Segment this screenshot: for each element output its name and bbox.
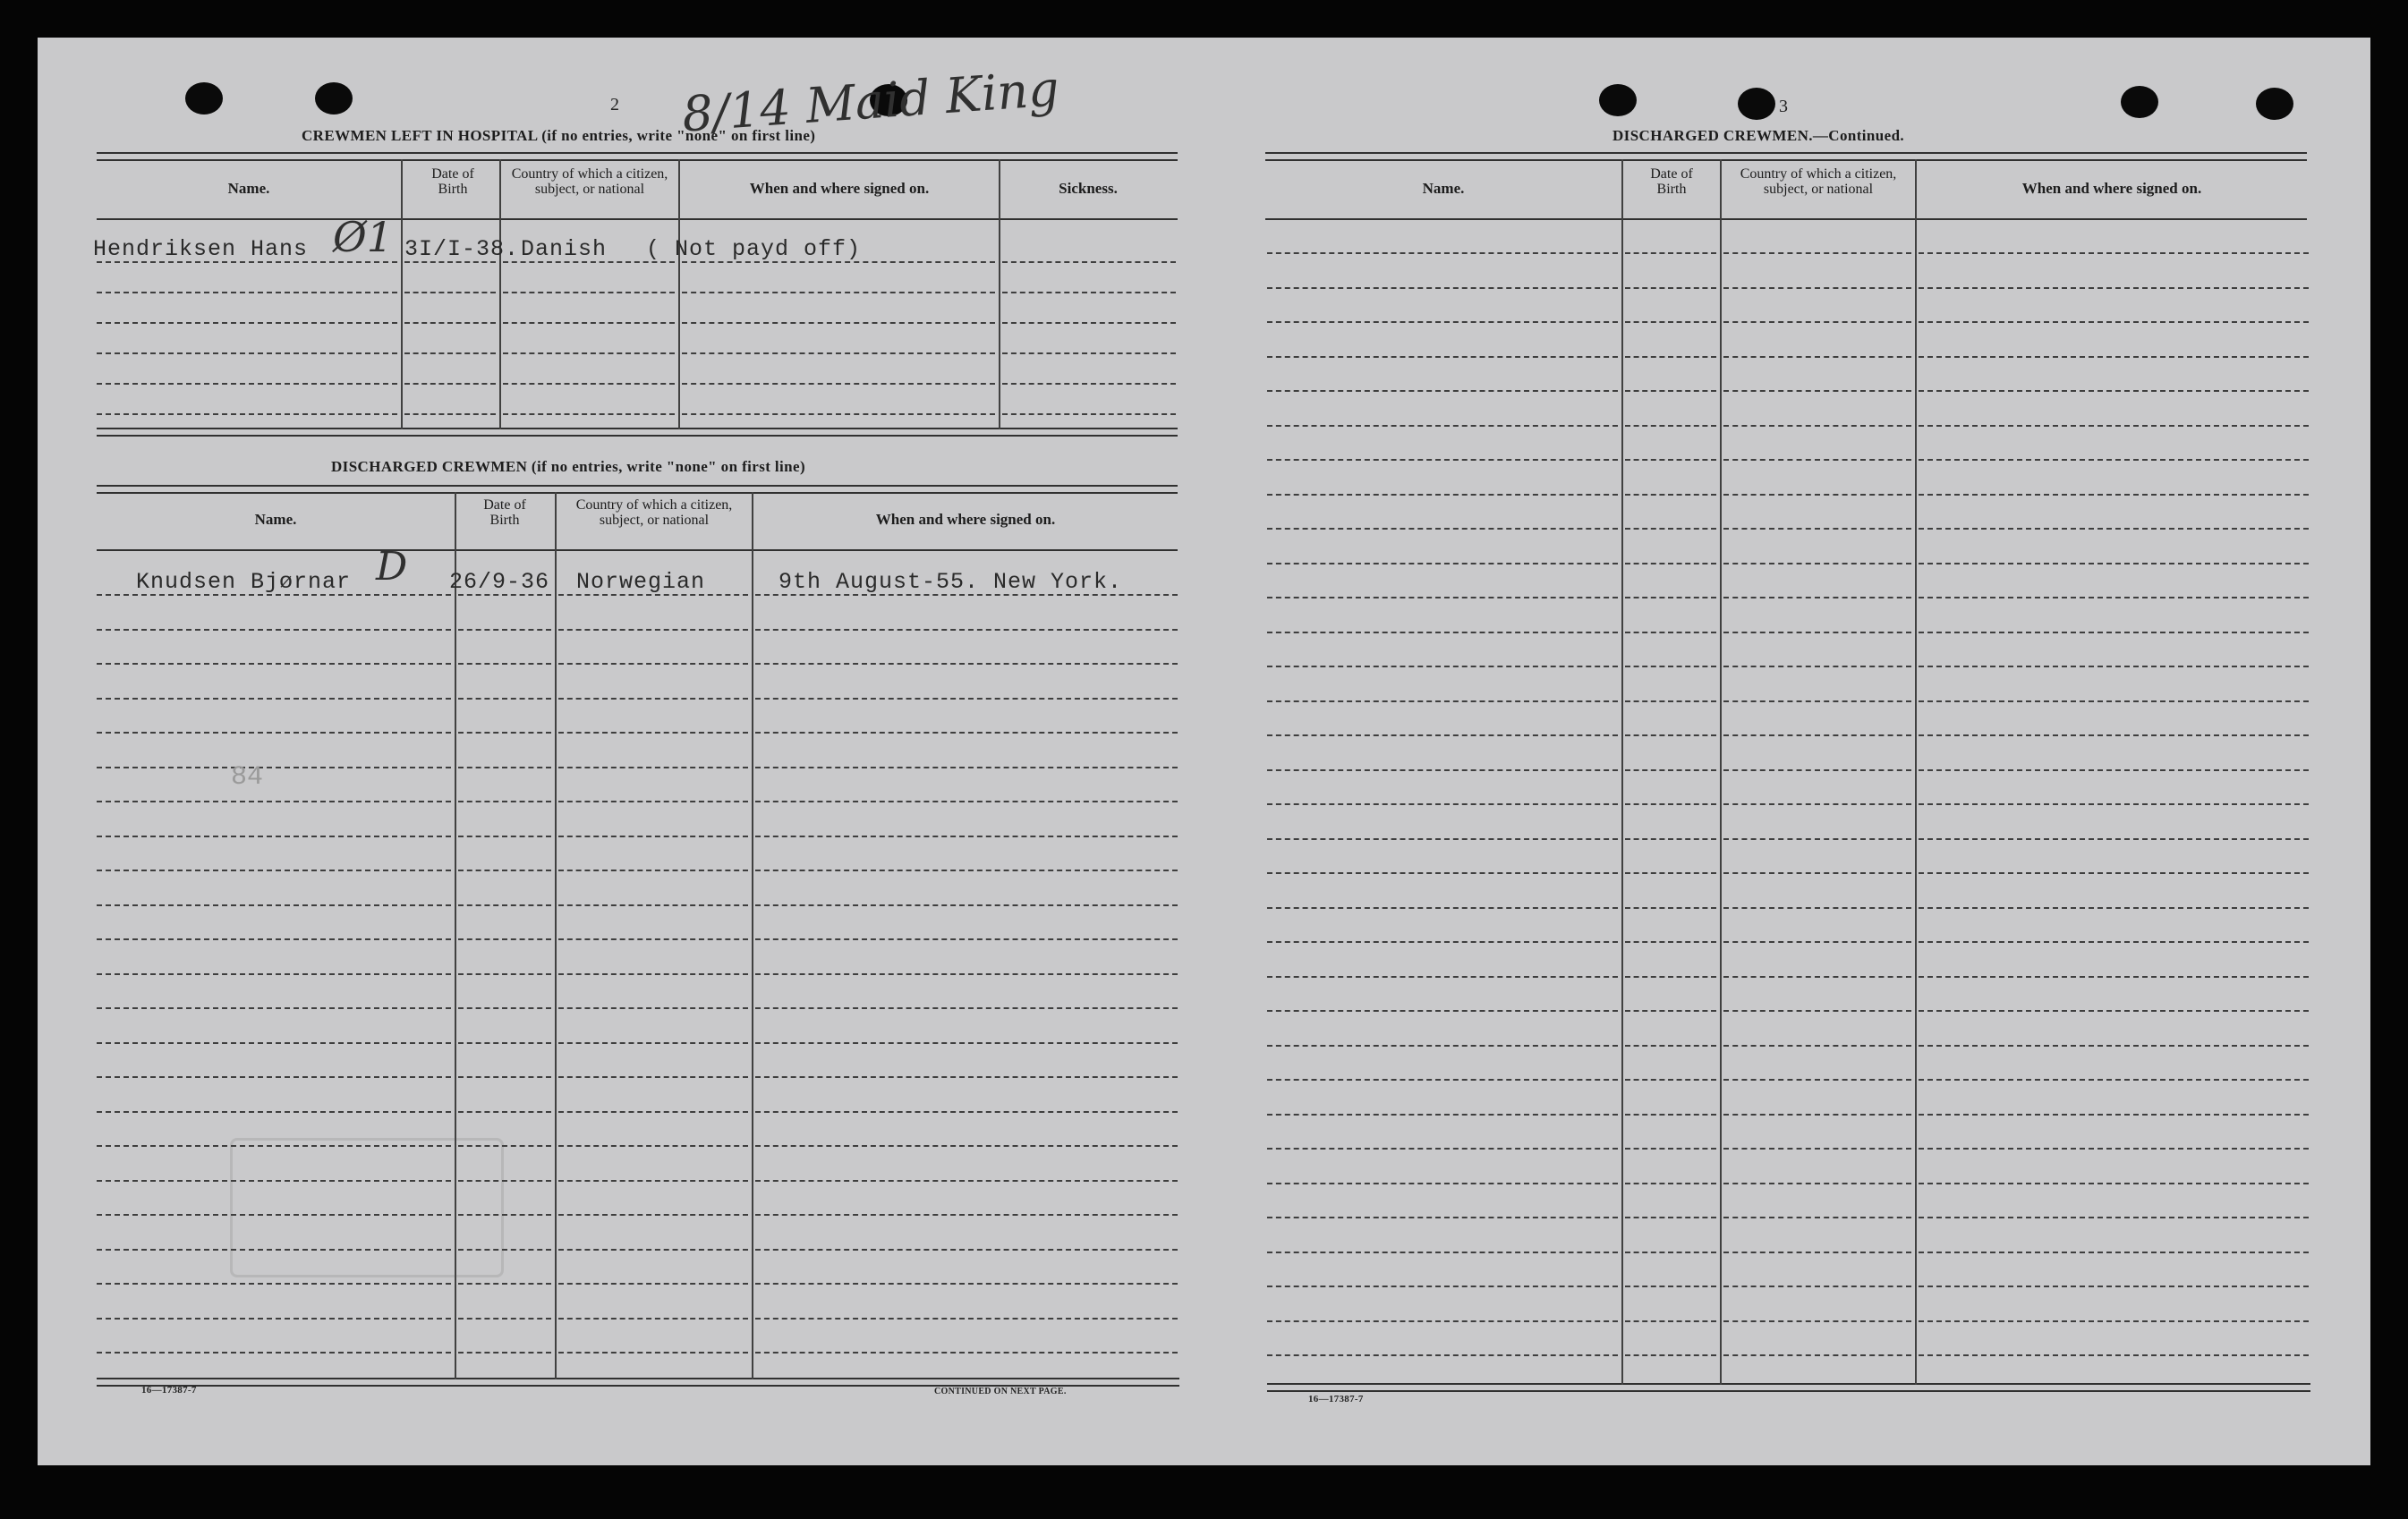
faded-stamp (230, 1138, 504, 1277)
ruled-line (97, 1007, 451, 1009)
ruled-line (1267, 734, 1618, 736)
ruled-line (1919, 632, 2309, 633)
ruled-line (458, 973, 551, 975)
ruled-line (1723, 494, 1911, 496)
ruled-line (755, 1042, 1178, 1044)
ruled-line (1267, 1183, 1618, 1184)
ruled-line (97, 383, 397, 385)
ruled-line (1919, 252, 2309, 254)
ruled-line (558, 1352, 748, 1354)
ruled-line (1723, 803, 1911, 805)
ruled-line (97, 938, 451, 940)
ruled-line (1919, 528, 2309, 530)
ruled-line (1723, 1320, 1911, 1322)
right-col-divider (1720, 159, 1722, 1385)
ruled-line (1267, 252, 1618, 254)
ruled-line (1919, 1148, 2309, 1150)
ruled-line (558, 904, 748, 906)
ruled-line (558, 1145, 748, 1147)
hospital-col-divider (499, 159, 501, 429)
discharged-col-divider (555, 492, 557, 1379)
hospital-header-rule (97, 218, 1178, 220)
hospital-header-country: Country of which a citizen, subject, or national (511, 166, 668, 197)
hospital-entry-signed: ( Not payd off) (646, 236, 862, 262)
ruled-line (1625, 632, 1716, 633)
punch-hole (1738, 88, 1775, 120)
ruled-line (1723, 907, 1911, 909)
hospital-col-divider (999, 159, 1000, 429)
ruled-line (1267, 528, 1618, 530)
ruled-line (1625, 1183, 1716, 1184)
ruled-line (1919, 734, 2309, 736)
hospital-header-signed: When and where signed on. (749, 180, 930, 197)
hospital-section-title: CREWMEN LEFT IN HOSPITAL (if no entries, write "none" on first line) (302, 127, 816, 144)
ruled-line (458, 870, 551, 871)
ruled-line (1723, 769, 1911, 771)
ruled-line (1723, 425, 1911, 427)
ruled-line (1267, 1148, 1618, 1150)
hospital-header-sickness: Sickness. (1059, 180, 1118, 197)
ruled-line (1723, 1045, 1911, 1047)
right-section-title: DISCHARGED CREWMEN.—Continued. (1612, 127, 1905, 144)
ruled-line (503, 292, 675, 293)
ruled-line (1919, 700, 2309, 702)
ruled-line (458, 904, 551, 906)
ruled-line (1919, 1079, 2309, 1081)
discharged-col-divider (752, 492, 753, 1379)
ruled-line (97, 1283, 451, 1285)
ruled-line (682, 413, 995, 415)
ruled-line (1919, 287, 2309, 289)
hospital-col-divider (401, 159, 403, 429)
ruled-line (1723, 1286, 1911, 1287)
ruled-line (558, 663, 748, 665)
ruled-line (1625, 1010, 1716, 1012)
ruled-line (1002, 352, 1176, 354)
ruled-line (558, 698, 748, 700)
ruled-line (558, 1283, 748, 1285)
ruled-line (755, 801, 1178, 802)
punch-hole (185, 82, 223, 115)
ruled-line (1267, 1045, 1618, 1047)
ruled-line (558, 1076, 748, 1078)
ruled-line (1919, 1183, 2309, 1184)
ruled-line (1625, 597, 1716, 598)
ruled-line (1723, 528, 1911, 530)
punch-hole (2256, 88, 2293, 120)
ruled-line (1267, 597, 1618, 598)
right-header-country: Country of which a citizen, subject, or national (1740, 166, 1897, 197)
ruled-line (97, 322, 397, 324)
ruled-line (1267, 941, 1618, 943)
ruled-line (755, 663, 1178, 665)
ruled-line (97, 629, 451, 631)
ruled-line (458, 1283, 551, 1285)
ruled-line (1625, 1217, 1716, 1218)
ruled-line (1625, 1286, 1716, 1287)
ruled-line (458, 767, 551, 768)
ruled-line (1723, 734, 1911, 736)
ruled-line (1267, 838, 1618, 840)
ruled-line (1919, 838, 2309, 840)
ruled-line (1625, 425, 1716, 427)
ruled-line (1919, 1354, 2309, 1356)
ruled-line (755, 938, 1178, 940)
ruled-line (558, 1180, 748, 1182)
ruled-line (1919, 1114, 2309, 1116)
ruled-line (503, 322, 675, 324)
ruled-line (503, 383, 675, 385)
ruled-line (1919, 769, 2309, 771)
ruled-line (1919, 872, 2309, 874)
ruled-line (97, 1042, 451, 1044)
ruled-line (1723, 1148, 1911, 1150)
ruled-line (1919, 425, 2309, 427)
page-number: 3 (1779, 97, 1788, 116)
ruled-line (1723, 287, 1911, 289)
ruled-line (1267, 907, 1618, 909)
ruled-line (1267, 700, 1618, 702)
ruled-line (755, 870, 1178, 871)
ruled-line (1723, 941, 1911, 943)
ruled-line (1267, 494, 1618, 496)
hospital-header-date: Date of Birth (431, 166, 474, 197)
ruled-line (1267, 459, 1618, 461)
ruled-line (1723, 1010, 1911, 1012)
ruled-line (1919, 563, 2309, 564)
ruled-line (97, 1111, 451, 1113)
hospital-entry-date: 3I/I-38. (404, 236, 520, 262)
ruled-line (1723, 872, 1911, 874)
ruled-line (1625, 1079, 1716, 1081)
ruled-line (1267, 1114, 1618, 1116)
ruled-line (1919, 1252, 2309, 1253)
ruled-line (1625, 1252, 1716, 1253)
ruled-line (1625, 666, 1716, 667)
ruled-line (1267, 1217, 1618, 1218)
ruled-line (755, 1145, 1178, 1147)
ruled-line (1267, 1252, 1618, 1253)
ruled-line (503, 352, 675, 354)
ruled-line (1723, 252, 1911, 254)
ruled-line (1267, 1354, 1618, 1356)
ruled-line (97, 698, 451, 700)
ruled-line (682, 292, 995, 293)
ruled-line (97, 1352, 451, 1354)
ruled-line (1723, 838, 1911, 840)
discharged-header-name: Name. (254, 511, 297, 528)
form-number-left: 16—17387-7 (141, 1385, 197, 1396)
ruled-line (1723, 1354, 1911, 1356)
ruled-line (1919, 803, 2309, 805)
ruled-line (1267, 390, 1618, 392)
ruled-line (503, 413, 675, 415)
ruled-line (755, 1180, 1178, 1182)
ruled-line (558, 973, 748, 975)
punch-hole (1599, 84, 1637, 116)
ruled-line (1625, 734, 1716, 736)
ruled-line (1267, 563, 1618, 564)
ruled-line (1625, 872, 1716, 874)
ruled-line (1002, 413, 1176, 415)
ruled-line (1919, 321, 2309, 323)
ruled-line (404, 322, 496, 324)
ruled-line (558, 801, 748, 802)
ruled-line (1919, 494, 2309, 496)
ruled-line (458, 1111, 551, 1113)
ruled-line (1267, 1079, 1618, 1081)
ruled-line (1723, 1252, 1911, 1253)
ruled-line (1267, 666, 1618, 667)
ruled-line (458, 1318, 551, 1320)
ruled-line (1919, 1045, 2309, 1047)
ruled-line (404, 413, 496, 415)
discharged-entry-mark: D (376, 544, 408, 590)
discharged-header-rule (97, 549, 1178, 551)
ruled-line (458, 1352, 551, 1354)
discharged-section-title: DISCHARGED CREWMEN (if no entries, write "none" on first line) (331, 458, 806, 475)
discharged-header-country: Country of which a citizen, subject, or national (575, 497, 733, 528)
right-header-rule (1265, 218, 2307, 220)
ruled-line (1002, 261, 1176, 263)
ruled-line (1723, 459, 1911, 461)
discharged-entry-date: 26/9-36 (449, 569, 550, 595)
ruled-line (755, 1076, 1178, 1078)
ruled-line (1625, 1354, 1716, 1356)
document-page (38, 38, 2370, 1465)
ruled-line (558, 1214, 748, 1216)
ruled-line (1625, 321, 1716, 323)
ruled-line (1723, 563, 1911, 564)
ruled-line (1267, 1320, 1618, 1322)
discharged-entry-name: Knudsen Bjørnar (136, 569, 352, 595)
margin-note: 84 (231, 762, 264, 793)
ruled-line (1723, 597, 1911, 598)
ruled-line (97, 1076, 451, 1078)
ruled-line (1267, 425, 1618, 427)
ruled-line (1625, 1045, 1716, 1047)
ruled-line (1625, 1320, 1716, 1322)
ruled-line (458, 1076, 551, 1078)
punch-hole (315, 82, 353, 115)
ruled-line (1625, 390, 1716, 392)
ruled-line (1625, 976, 1716, 978)
ruled-line (1625, 838, 1716, 840)
page-number: 2 (610, 95, 619, 115)
ruled-line (1267, 287, 1618, 289)
right-col-divider (1915, 159, 1917, 1385)
hospital-entry-country: Danish (521, 236, 608, 262)
ruled-line (1625, 700, 1716, 702)
ruled-line (1625, 907, 1716, 909)
ruled-line (1723, 976, 1911, 978)
ruled-line (1267, 769, 1618, 771)
ruled-line (1625, 528, 1716, 530)
ruled-line (1723, 1217, 1911, 1218)
ruled-line (97, 1318, 451, 1320)
ruled-line (558, 629, 748, 631)
ruled-line (1919, 356, 2309, 358)
ruled-line (458, 1007, 551, 1009)
ruled-line (404, 292, 496, 293)
ruled-line (1267, 356, 1618, 358)
ruled-line (1919, 597, 2309, 598)
ruled-line (1723, 1183, 1911, 1184)
ruled-line (1625, 252, 1716, 254)
ruled-line (1919, 1010, 2309, 1012)
ruled-line (404, 383, 496, 385)
ruled-line (97, 767, 451, 768)
ruled-line (458, 629, 551, 631)
ruled-line (97, 732, 451, 734)
hospital-entry-name: Hendriksen Hans (93, 236, 309, 262)
ruled-line (1919, 1320, 2309, 1322)
ruled-line (755, 1283, 1178, 1285)
ruled-line (97, 870, 451, 871)
ruled-line (558, 1111, 748, 1113)
ruled-line (97, 292, 397, 293)
ruled-line (1267, 1010, 1618, 1012)
ruled-line (1267, 632, 1618, 633)
ruled-line (682, 383, 995, 385)
ruled-line (97, 904, 451, 906)
right-header-date: Date of Birth (1650, 166, 1693, 197)
ruled-line (755, 1007, 1178, 1009)
right-header-name: Name. (1422, 180, 1465, 197)
hospital-bottom-rule (97, 428, 1178, 437)
ruled-line (97, 973, 451, 975)
ruled-line (458, 938, 551, 940)
right-header-signed: When and where signed on. (2021, 180, 2202, 197)
ruled-line (1723, 632, 1911, 633)
ruled-line (1919, 907, 2309, 909)
ruled-line (755, 732, 1178, 734)
ruled-line (1267, 803, 1618, 805)
ruled-line (1625, 563, 1716, 564)
ruled-line (755, 836, 1178, 837)
discharged-top-rule (97, 485, 1178, 494)
discharged-bottom-rule (97, 1378, 1179, 1387)
ruled-line (1919, 976, 2309, 978)
ruled-line (1625, 459, 1716, 461)
ruled-line (1625, 803, 1716, 805)
ruled-line (755, 698, 1178, 700)
ruled-line (1267, 321, 1618, 323)
ruled-line (1625, 941, 1716, 943)
ruled-line (1267, 1286, 1618, 1287)
ruled-line (755, 904, 1178, 906)
ruled-line (97, 663, 451, 665)
form-number-right: 16—17387-7 (1308, 1394, 1364, 1404)
ruled-line (1002, 322, 1176, 324)
ruled-line (558, 1042, 748, 1044)
ruled-line (682, 352, 995, 354)
ruled-line (558, 938, 748, 940)
ruled-line (1625, 494, 1716, 496)
ruled-line (458, 732, 551, 734)
ruled-line (1919, 1286, 2309, 1287)
ruled-line (458, 663, 551, 665)
hospital-top-rule (97, 152, 1178, 161)
ruled-line (97, 413, 397, 415)
ruled-line (1625, 1114, 1716, 1116)
ruled-line (1002, 292, 1176, 293)
ruled-line (1723, 321, 1911, 323)
ruled-line (97, 801, 451, 802)
right-bottom-rule (1267, 1383, 2310, 1392)
ruled-line (755, 629, 1178, 631)
ruled-line (1723, 1114, 1911, 1116)
ruled-line (755, 767, 1178, 768)
hospital-entry-mark: Ø1 (333, 213, 393, 261)
ruled-line (1267, 976, 1618, 978)
ruled-line (755, 1318, 1178, 1320)
hospital-col-divider (678, 159, 680, 429)
discharged-entry-signed: 9th August-55. New York. (779, 569, 1123, 595)
ruled-line (458, 836, 551, 837)
ruled-line (1723, 390, 1911, 392)
ruled-line (1625, 287, 1716, 289)
ruled-line (755, 1352, 1178, 1354)
ruled-line (1267, 872, 1618, 874)
discharged-entry-country: Norwegian (576, 569, 706, 595)
ruled-line (1723, 666, 1911, 667)
ruled-line (558, 836, 748, 837)
ruled-line (1002, 383, 1176, 385)
ruled-line (1723, 700, 1911, 702)
ruled-line (755, 1111, 1178, 1113)
ruled-line (558, 870, 748, 871)
ruled-line (558, 1318, 748, 1320)
handwritten-header: 8/14 Maid King (680, 60, 1061, 143)
ruled-line (558, 1007, 748, 1009)
discharged-header-date: Date of Birth (483, 497, 526, 528)
ruled-line (458, 1042, 551, 1044)
ruled-line (558, 1249, 748, 1251)
ruled-line (682, 322, 995, 324)
continued-note: CONTINUED ON NEXT PAGE. (934, 1387, 1067, 1396)
ruled-line (1723, 1079, 1911, 1081)
ruled-line (1723, 356, 1911, 358)
discharged-header-signed: When and where signed on. (875, 511, 1056, 528)
ruled-line (404, 352, 496, 354)
ruled-line (1625, 769, 1716, 771)
right-top-rule (1265, 152, 2307, 161)
punch-hole (2121, 86, 2158, 118)
ruled-line (1919, 459, 2309, 461)
ruled-line (97, 836, 451, 837)
ruled-line (458, 801, 551, 802)
hospital-header-name: Name. (227, 180, 270, 197)
ruled-line (1625, 1148, 1716, 1150)
ruled-line (755, 1249, 1178, 1251)
ruled-line (1919, 390, 2309, 392)
ruled-line (558, 767, 748, 768)
ruled-line (558, 732, 748, 734)
ruled-line (755, 1214, 1178, 1216)
ruled-line (1919, 941, 2309, 943)
ruled-line (458, 698, 551, 700)
ruled-line (1919, 1217, 2309, 1218)
ruled-line (1625, 356, 1716, 358)
ruled-line (1919, 666, 2309, 667)
ruled-line (97, 352, 397, 354)
ruled-line (755, 973, 1178, 975)
right-col-divider (1621, 159, 1623, 1385)
